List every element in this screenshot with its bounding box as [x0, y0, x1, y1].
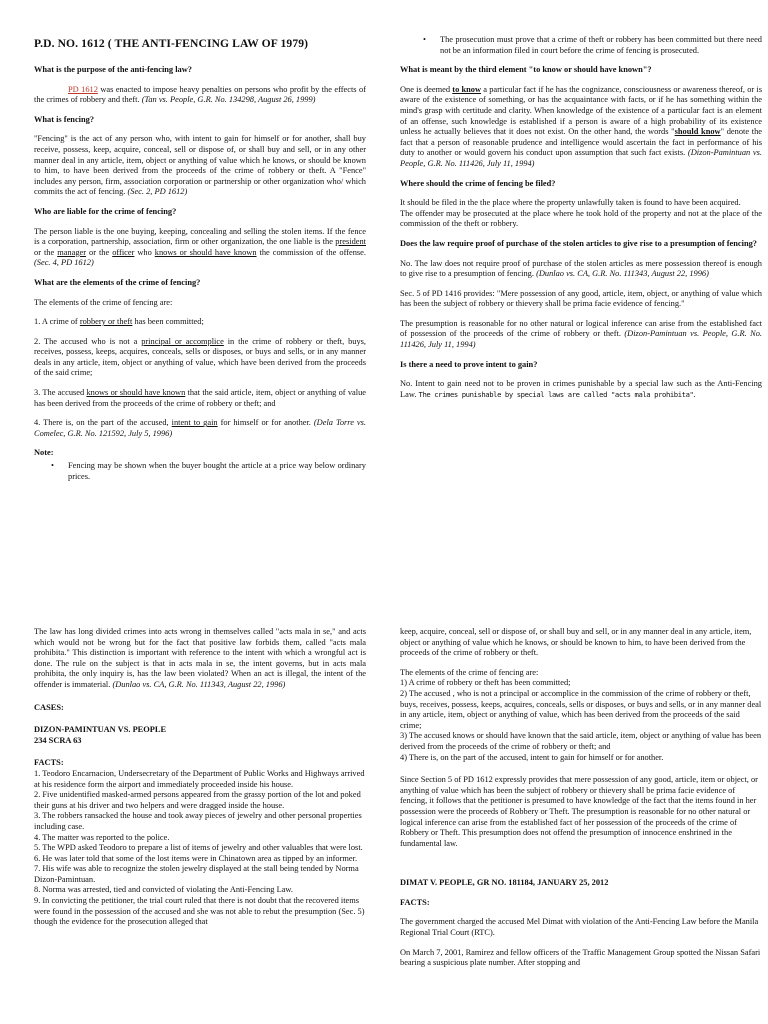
- question-where-filed: Where should the crime of fencing be filed?: [400, 178, 556, 188]
- facts-list: [34, 769, 366, 928]
- fact-item: 1. Teodoro Encarnacion, Undersecretary of the Department of Public Works and Highways arrived at his residence form the airport and immediately proceeded inside his house.: [34, 768, 365, 789]
- citation: (Dizon-Pamintuan vs. People, G.R. No. 111426, July 11, 1994): [400, 329, 762, 350]
- note-label: Note:: [34, 448, 54, 458]
- page1-right-column: [400, 35, 762, 409]
- cases-heading: CASES:: [34, 702, 64, 712]
- question-elements: What are the elements of the crime of fencing?: [34, 277, 201, 287]
- note-list: [34, 461, 366, 482]
- paragraph-elements-intro: The elements of the crime of fencing are:: [34, 297, 173, 307]
- page1-left-column: [34, 34, 366, 491]
- citation: (Dunlao vs. CA, G.R. No. 111343, August 22, 1996): [112, 679, 286, 689]
- element-item: 4) There is, on the part of the accused, intent to gain for himself or for another.: [400, 752, 664, 762]
- pd1612-link[interactable]: PD 1612: [68, 84, 98, 94]
- paragraph-intent: No. Intent to gain need not to be proven in crimes punishable by a special law such as the Anti-Fencing Law. The crimes punishable by special laws are called "acts mala prohibita".: [400, 379, 762, 399]
- paragraph-sec5: Sec. 5 of PD 1416 provides: "Mere possession of any good, article, item, object, or anything of value which has been the subject of robbery or thievery shall be prima facie evidence of fencing.": [400, 288, 762, 309]
- paragraph-proof: No. The law does not require proof of purchase of the stolen articles as mere possession thereof is enough to give rise to a presumption of fencing. (Dunlao vs. CA, G.R. No. 111343, August 22, 1996): [400, 258, 762, 279]
- fact-item: 9. In convicting the petitioner, the trial court ruled that there is not doubt that the recovered items were found in the possession of the accused and she was not able to rebut the presumption (Sec. 5) though the evidence for the prosecution alleged that: [34, 896, 365, 927]
- prosecution-item: • The prosecution must prove that a crime of theft or robbery has been committed but there need not be an information filed in court before the crime of fencing is prosecuted.: [440, 35, 762, 56]
- elements-intro: The elements of the crime of fencing are:: [400, 667, 539, 677]
- prosecution-list: [400, 35, 762, 56]
- element-3: 3. The accused knows or should have known that the said article, item, object or anything of value has been derived from the proceeds of the crime of robbery or theft; and: [34, 388, 366, 408]
- citation: (Sec. 2, PD 1612): [127, 187, 188, 197]
- fact-item: 8. Norma was arrested, tied and convicted of violating the Anti-Fencing Law.: [34, 885, 294, 895]
- case-heading: [34, 725, 366, 746]
- question-liable: Who are liable for the crime of fencing?: [34, 206, 177, 216]
- fact-item: 7. His wife was able to recognize the stolen jewelry displayed at the stall being tended by Norma Dizon-Pamintuan.: [34, 864, 359, 884]
- page2-right-column: [400, 627, 762, 978]
- element-1: 1. A crime of robbery or theft has been committed;: [34, 317, 204, 327]
- question-third-element: What is meant by the third element "to know or should have known"?: [400, 65, 652, 75]
- note-item: • Fencing may be shown when the buyer bought the article at a price way below ordinary prices.: [68, 461, 366, 482]
- paragraph-liable: The person liable is the one buying, keeping, concealing and selling the stolen items. If the fence is a corporation, partnership, association, firm or other organization, the one liable is the president or the manager or the officer who knows or should have known the commission of the offense. (Sec. 4, PD 1612): [34, 226, 366, 268]
- elements-list: [400, 668, 762, 763]
- case-citation: 234 SCRA 63: [34, 735, 82, 745]
- paragraph-march: On March 7, 2001, Ramirez and fellow officers of the Traffic Management Group spotted the Nissan Safari bearing a suspicious plate number. After stopping and: [400, 947, 761, 968]
- citation: (Dunlao vs. CA, G.R. No. 111343, August 22, 1996): [536, 269, 709, 279]
- paragraph-to-know: One is deemed to know a particular fact if he has the cognizance, consciousness or awareness thereof, or is aware of the existence of something, or has the acquaintance with facts, or if he has something within the mind's grasp with certitude and clarity. When knowledge of the existence of a particular fact is an element of an offense, such knowledge is established if a person is aware of a high probability of its existence unless he actually believes that it does not exist. On the other hand, the words "should know" denote the fact that a person of reasonable prudence and intelligence would ascertain the fact in performance of his duty to another or would govern his conduct upon assumption that such fact exists. (Dizon-Pamintuan vs. People, G.R. No. 111426, July 11, 1994): [400, 84, 762, 168]
- fact-item: 5. The WPD asked Teodoro to prepare a list of items of jewelry and other valuables that were lost.: [34, 843, 363, 853]
- paragraph-fencing: "Fencing" is the act of any person who, with intent to gain for himself or for another, shall buy receive, possess, keep, acquire, conceal, sell or dispose of, or shall buy and sell, or in any other manner deal in any article, item, object or anything of value which he knows, or should be known to him, to have been derived from the proceeds of the crime of robbery or theft. A "Fence" includes any person, firm, association corporation or partnership or other organization who/ which commits the act of fencing. (Sec. 2, PD 1612): [34, 134, 366, 197]
- paragraph-since: Since Section 5 of PD 1612 expressly provides that mere possession of any good, article, item or object, or anything of value which has been the subject of robbery or thievery shall be prima facie evidence of fencing, it follows that the petitioner is presumed to have knowledge of the fact that the items found in her possession were the proceeds of Robbery or Theft. The presumption is reasonable for no other natural or logical inference can arise from the established fact of her possession of the proceeds of the crime of Robbery or Theft. This presumption does not offend the presumption of innocence enshrined in the fundamental law.: [400, 775, 758, 848]
- case-title-dimat: DIMAT V. PEOPLE, GR NO. 181184, JANUARY 25, 2012: [400, 878, 609, 888]
- element-4: 4. There is, on the part of the accused, intent to gain for himself or for another. (Dela Torre vs. Comelec, G.R. No. 121592, July 5, 1996): [34, 418, 366, 438]
- paragraph-presumption: The presumption is reasonable for no other natural or logical inference can arise from the established fact of possession of the proceeds of the crime of robbery or theft. (Dizon-Pamintuan vs. People, G.R. No. 111426, July 11, 1994): [400, 318, 762, 350]
- paragraph-government: The government charged the accused Mel Dimat with violation of the Anti-Fencing Law before the Manila Regional Trial Court (RTC).: [400, 917, 759, 938]
- citation: (Dela Torre vs. Comelec, G.R. No. 121592, July 5, 1996): [34, 418, 366, 438]
- question-intent: Is there a need to prove intent to gain?: [400, 359, 538, 369]
- paragraph-mala: The law has long divided crimes into acts wrong in themselves called "acts mala in se," and acts which would not be wrong but for the fact that positive law forbids them, called "acts mala prohibita." This distinction is important with reference to the intent with which a wrongful act is done. The rule on the subject is that in acts mala in se, the intent governs, but in acts mala prohibita, the only inquiry is, has the law been violated? When an act is illegal, the intent of the offender is immaterial. (Dunlao vs. CA, G.R. No. 111343, August 22, 1996): [34, 627, 366, 689]
- element-2: 2. The accused who is not a principal or accomplice in the crime of robbery or theft, buys, receives, possess, keeps, acquires, conceals, sells or disposes, or buys and sells, or in any manner deals in any article, item, object or anything of value, which have been derived from the proceeds of the said crime;: [34, 336, 366, 378]
- paragraph-purpose: PD 1612 was enacted to impose heavy penalties on persons who profit by the effects of the crimes of robbery and theft. (Tan vs. People, G.R. No. 134298, August 26, 1999): [34, 84, 366, 105]
- paragraph-where-filed: It should be filed in the the place where the property unlawfully taken is found to have been acquired. The offender may be prosecuted at the place where he took hold of the property and not at the place of the commission of the theft or robbery.: [400, 198, 762, 229]
- fact-item: 3. The robbers ransacked the house and took away pieces of jewelry and other personal properties including case.: [34, 811, 362, 831]
- element-item: 1) A crime of robbery or theft has been committed;: [400, 678, 571, 688]
- citation: (Dizon-Pamintuan vs. People, G.R. No. 111426, July 11, 1994): [400, 148, 762, 168]
- element-item: 3) The accused knows or should have known that the said article, item, object or anything of value has been derived from the proceeds of the crime of robbery or theft; and: [400, 731, 762, 751]
- question-proof: Does the law require proof of purchase of the stolen articles to give rise to a presumption of fencing?: [400, 238, 757, 248]
- question-purpose: What is the purpose of the anti-fencing law?: [34, 65, 192, 74]
- element-item: 2) The accused , who is not a principal or accomplice in the commission of the crime of robbery or theft, buys, receives, possess, keeps, acquires, conceals, sells or disposes, or buys and sells, or in any manner deal in any article, item, object or anything of value, which has been derived from the proceeds of the said crime;: [400, 688, 762, 730]
- citation: (Tan vs. People, G.R. No. 134298, August 26, 1999): [141, 95, 316, 105]
- fact-item: 6. He was later told that some of the lost items were in Chinatown area as tipped by an informer.: [34, 853, 358, 863]
- facts-heading: FACTS:: [34, 758, 64, 768]
- page2-left-column: [34, 627, 366, 928]
- fact-item: 2. Five unidentified masked-armed persons appeared from the grassy portion of the lot and poked their guns at his driver and two helpers and were dragged inside the house.: [34, 790, 361, 810]
- question-fencing: What is fencing?: [34, 114, 95, 124]
- case-title: DIZON-PAMINTUAN VS. PEOPLE: [34, 725, 167, 735]
- facts-heading: FACTS:: [400, 897, 430, 907]
- citation: (Sec. 4, PD 1612): [34, 258, 94, 268]
- fact-item: 4. The matter was reported to the police.: [34, 832, 170, 842]
- document-title: P.D. NO. 1612 ( THE ANTI-FENCING LAW OF 1979): [34, 37, 309, 50]
- paragraph-continued: keep, acquire, conceal, sell or dispose of, or shall buy and sell, or in any manner deal in any article, item, object or anything of value which he knows, or should be known to him, to have been derived from the proceeds of the crime of robbery or theft.: [400, 627, 752, 658]
